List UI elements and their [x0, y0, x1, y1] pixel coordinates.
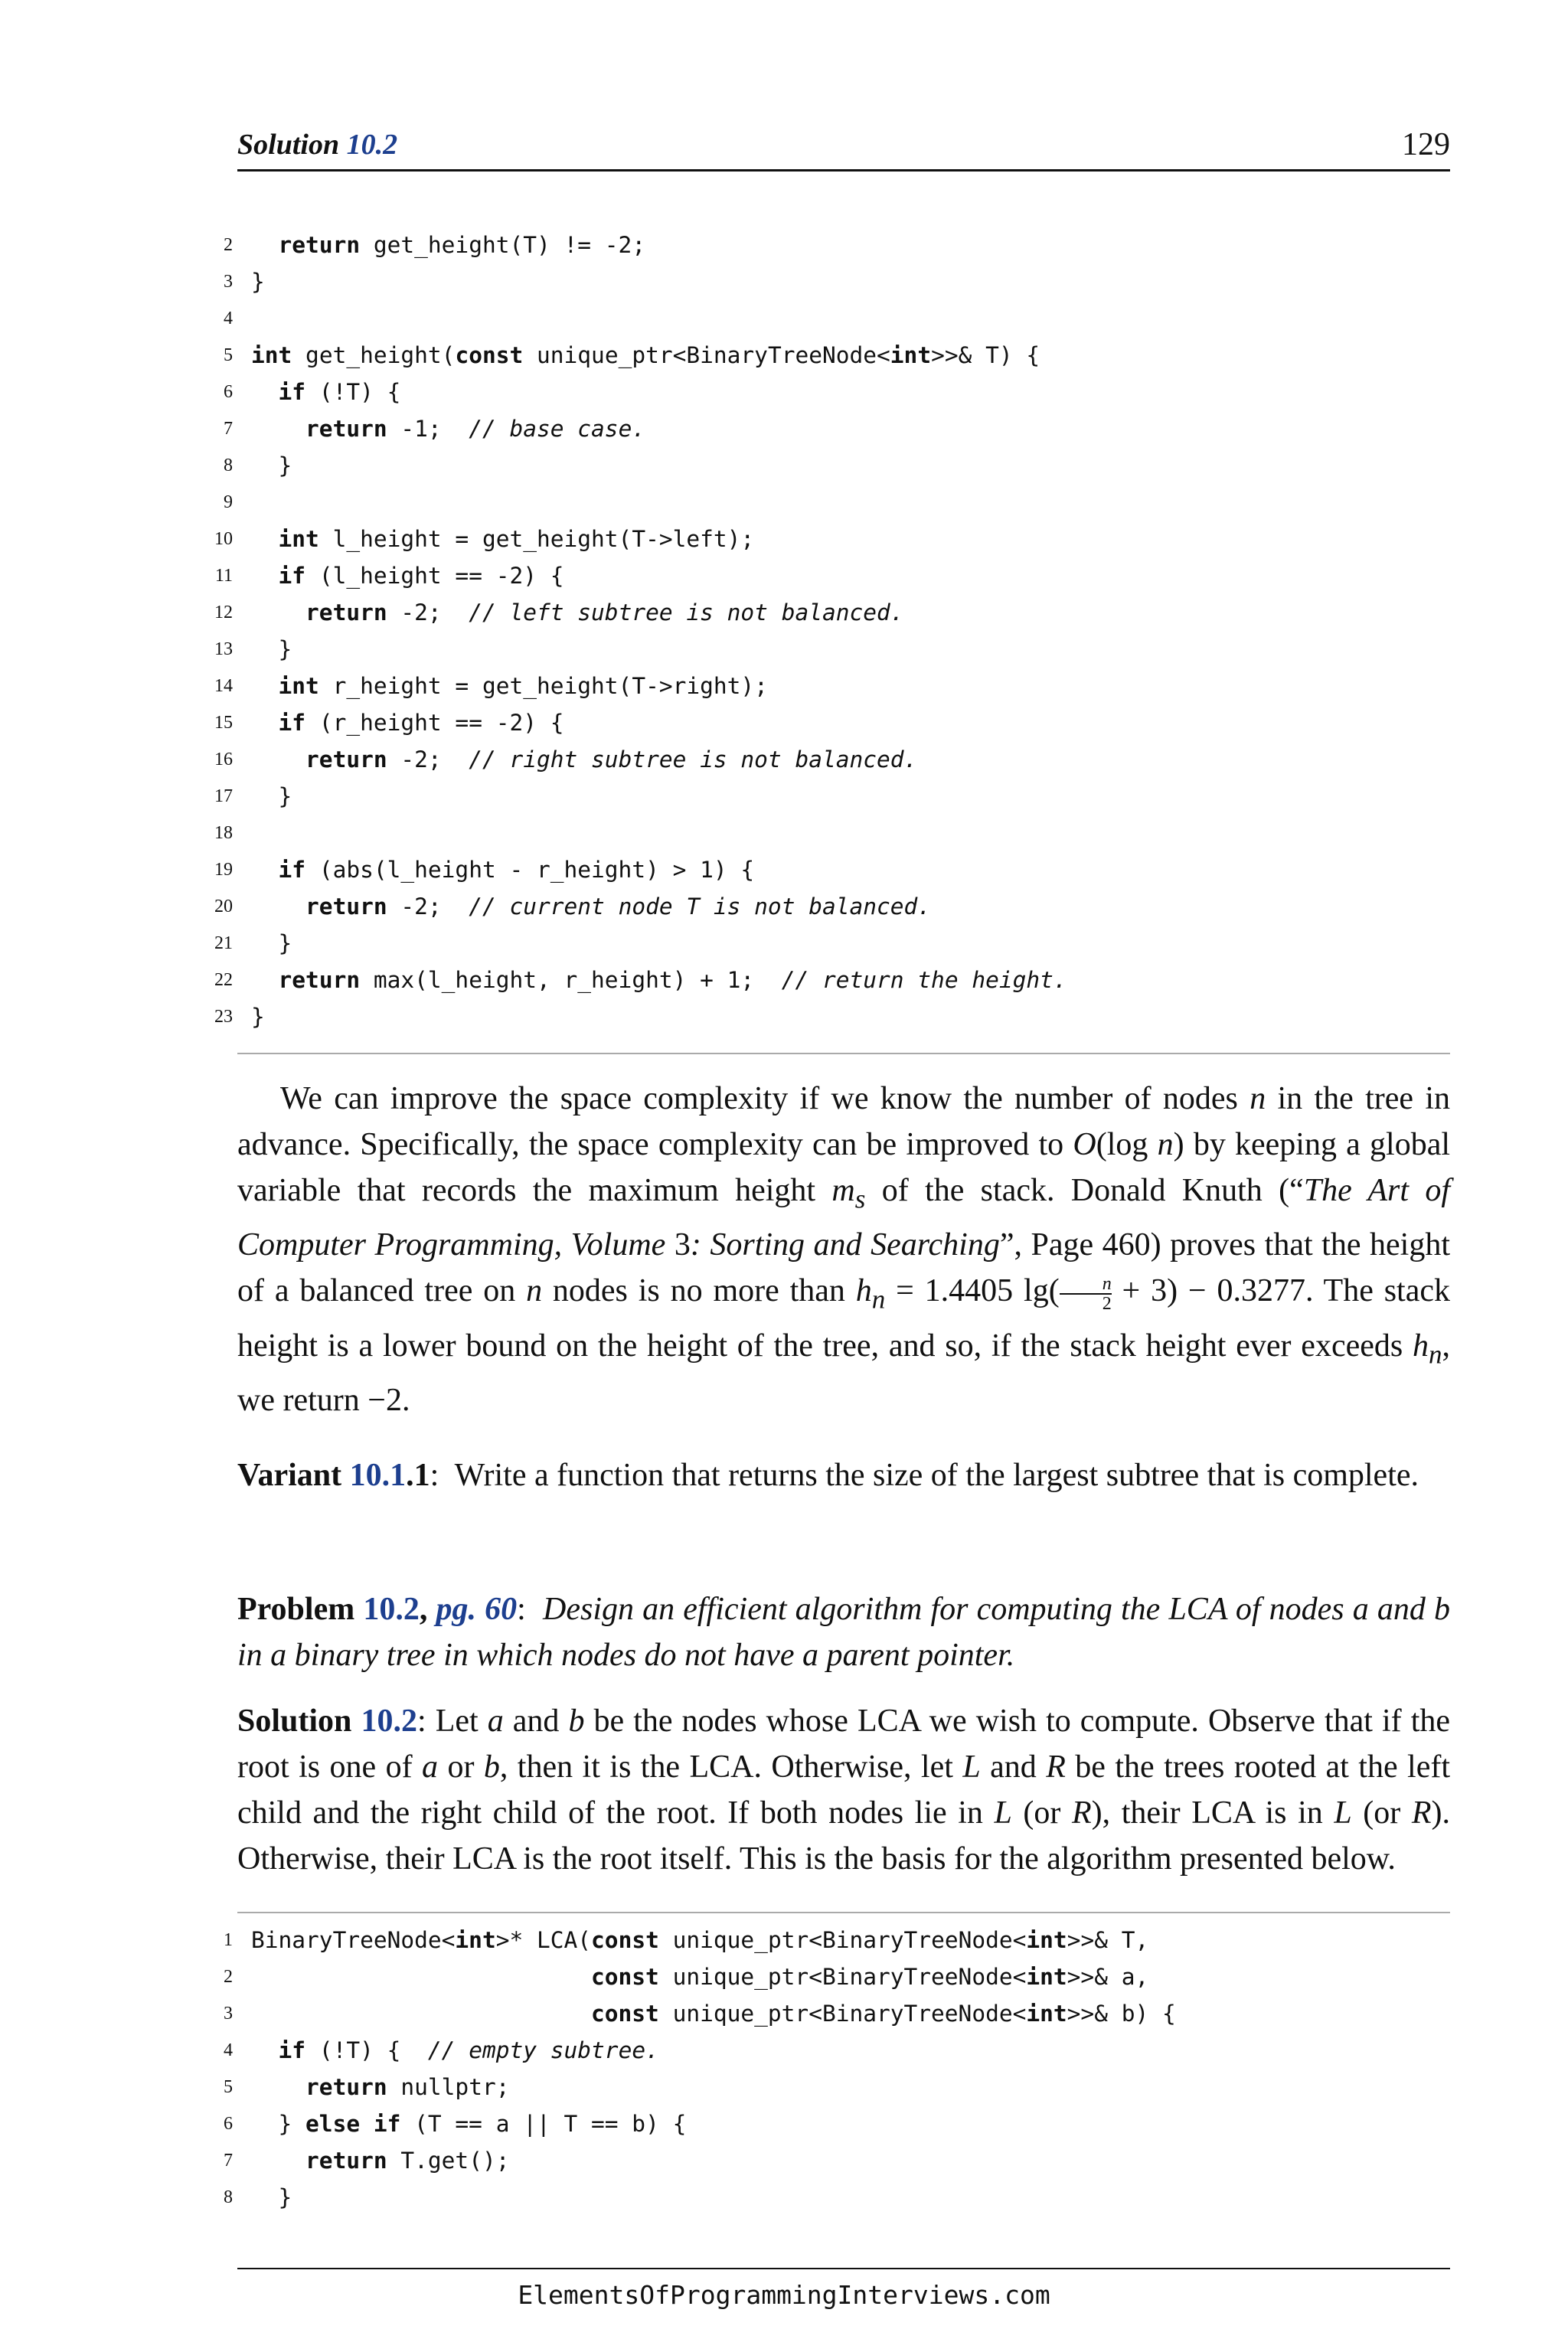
line-number: 1: [224, 1930, 233, 1950]
line-number: 6: [224, 2114, 233, 2134]
header-section-label: Solution: [237, 129, 340, 161]
line-number: 3: [224, 2004, 233, 2024]
code-text: return -2; // right subtree is not balanced.: [305, 746, 918, 773]
line-number: 23: [214, 1007, 233, 1027]
code-text: if (abs(l_height - r_height) > 1) {: [278, 857, 755, 883]
space-complexity-text: We can improve the space complexity if we know the number of nodes n in the tree in advance. Specifically, the space complexity can be improved to O(log n) by keeping a global variable that records the maximum height $m_s$ of the stack. Donald Knuth (“The Art of Computer Programming, Volume 3: Sorting and Searching”, Page 460) proves that the height of a balanced tree on n nodes is no more than $h_n = 1.4405$ lg( $\frac{n}{2}$ + 3) − 0.3277. The stack height is a lower bound on the height of the tree, and so, if the stack height ever exceeds $h_n$, we return −2.: [237, 1081, 1451, 1419]
line-number: 7: [224, 419, 233, 439]
variant-label: Variant: [237, 1458, 342, 1493]
problem-block: Problem 10.2, pg. 60: Design an efficient algorithm for computing the LCA of nodes a and b in a binary tree in which nodes do not have a parent pointer.: [237, 1592, 1450, 1673]
line-number: 14: [214, 676, 233, 696]
line-number: 8: [224, 2187, 233, 2207]
problem-number-link[interactable]: 10.2: [363, 1592, 420, 1627]
solution-text: Let a and b be the nodes whose LCA we wish to compute. Observe that if the root is one of a or b, then it is the LCA. Otherwise, let L and R be the trees rooted at the left child and the right child of the root. If both nodes lie in L (or R), their LCA is in L (or R). Otherwise, their LCA is the root itself. This is the basis for the algorithm presented below.: [237, 1704, 1451, 1877]
footer-url[interactable]: ElementsOfProgrammingInterviews.com: [518, 2280, 1050, 2310]
line-number: 4: [224, 2040, 233, 2060]
line-number: 16: [214, 750, 233, 769]
line-number: 6: [224, 382, 233, 402]
code-text: }: [251, 269, 265, 295]
line-number: 2: [224, 1967, 233, 1987]
code-text: int l_height = get_height(T->left);: [278, 526, 755, 552]
page-number: 129: [1402, 127, 1450, 162]
code-text: if (!T) {: [278, 379, 401, 405]
header-section-link[interactable]: 10.2: [346, 129, 398, 161]
line-number: 2: [224, 235, 233, 255]
running-header: [237, 126, 1450, 172]
code-text: return -2; // current node T is not balanced.: [305, 893, 932, 920]
variant-text: Write a function that returns the size of the largest subtree that is complete.: [454, 1458, 1419, 1493]
line-number: 18: [214, 823, 233, 843]
line-number: 19: [214, 860, 233, 880]
code-text: }: [251, 783, 292, 809]
code-top-rule: [237, 1912, 1450, 1913]
line-number: 5: [224, 2077, 233, 2097]
code-text: const unique_ptr<BinaryTreeNode<int>>& a,: [591, 1964, 1149, 1990]
line-number: 9: [224, 492, 233, 512]
variant-number-link[interactable]: 10.1: [349, 1458, 407, 1493]
code-text: int get_height(const unique_ptr<BinaryTreeNode<int>>& T) {: [251, 342, 1040, 368]
code-text: }: [251, 636, 292, 662]
code-text: const unique_ptr<BinaryTreeNode<int>>& b) {: [591, 2001, 1176, 2027]
line-number: 5: [224, 345, 233, 365]
line-number: 3: [224, 272, 233, 292]
code-text: return max(l_height, r_height) + 1; // return the height.: [278, 967, 1067, 993]
variant-number-suffix: .1: [406, 1458, 430, 1493]
code-text: return get_height(T) != -2;: [278, 232, 646, 258]
code-text: if (!T) { // empty subtree.: [278, 2037, 659, 2063]
code-text: if (l_height == -2) {: [278, 563, 564, 589]
code-text: if (r_height == -2) {: [278, 710, 564, 736]
code-text: int r_height = get_height(T->right);: [278, 673, 768, 699]
line-number: 17: [214, 786, 233, 806]
problem-page-ref-link[interactable]: pg. 60: [436, 1592, 518, 1627]
code-text: return T.get();: [305, 2148, 510, 2174]
line-number: 8: [224, 456, 233, 475]
line-number: 12: [214, 603, 233, 622]
line-number: 7: [224, 2151, 233, 2171]
footer-rule: [237, 2268, 1450, 2269]
code-text: } else if (T == a || T == b) {: [251, 2111, 687, 2137]
code-text: }: [251, 1004, 265, 1030]
problem-label: Problem: [237, 1592, 355, 1627]
line-number: 4: [224, 309, 233, 328]
solution-label: Solution: [237, 1704, 352, 1739]
code-text: BinaryTreeNode<int>* LCA(const unique_ptr<BinaryTreeNode<int>>& T,: [251, 1927, 1149, 1953]
code-text: return -2; // left subtree is not balanced.: [305, 599, 904, 626]
solution-block: Solution 10.2: Let a and b be the nodes whose LCA we wish to compute. Observe that if the root is one of a or b, then it is the LCA. Otherwise, let L and R be the trees rooted at the left child and the right child of the root. If both nodes lie in L (or R), their LCA is in L (or R). Otherwise, their LCA is the root itself. This is the basis for the algorithm presented below.: [237, 1704, 1451, 1877]
code-bottom-rule: [237, 1053, 1450, 1054]
line-number: 11: [214, 566, 233, 586]
code-text: return nullptr;: [305, 2074, 510, 2100]
problem-text: Design an efficient algorithm for computing the LCA of nodes a and b in a binary tree in which nodes do not have a parent pointer.: [237, 1592, 1450, 1673]
code-text: }: [251, 452, 292, 479]
line-number: 20: [214, 897, 233, 916]
line-number: 13: [214, 639, 233, 659]
line-number: 22: [214, 970, 233, 990]
solution-number-link[interactable]: 10.2: [361, 1704, 417, 1739]
code-text: }: [251, 2184, 292, 2210]
variant-block: Variant 10.1.1: Write a function that returns the size of the largest subtree that is complete.: [237, 1458, 1419, 1493]
header-section: [237, 128, 397, 162]
code-text: }: [251, 930, 292, 956]
space-complexity-paragraph: [237, 1076, 1450, 1423]
line-number: 21: [214, 933, 233, 953]
code-text: return -1; // base case.: [305, 416, 646, 442]
line-number: 10: [214, 529, 233, 549]
line-number: 15: [214, 713, 233, 733]
